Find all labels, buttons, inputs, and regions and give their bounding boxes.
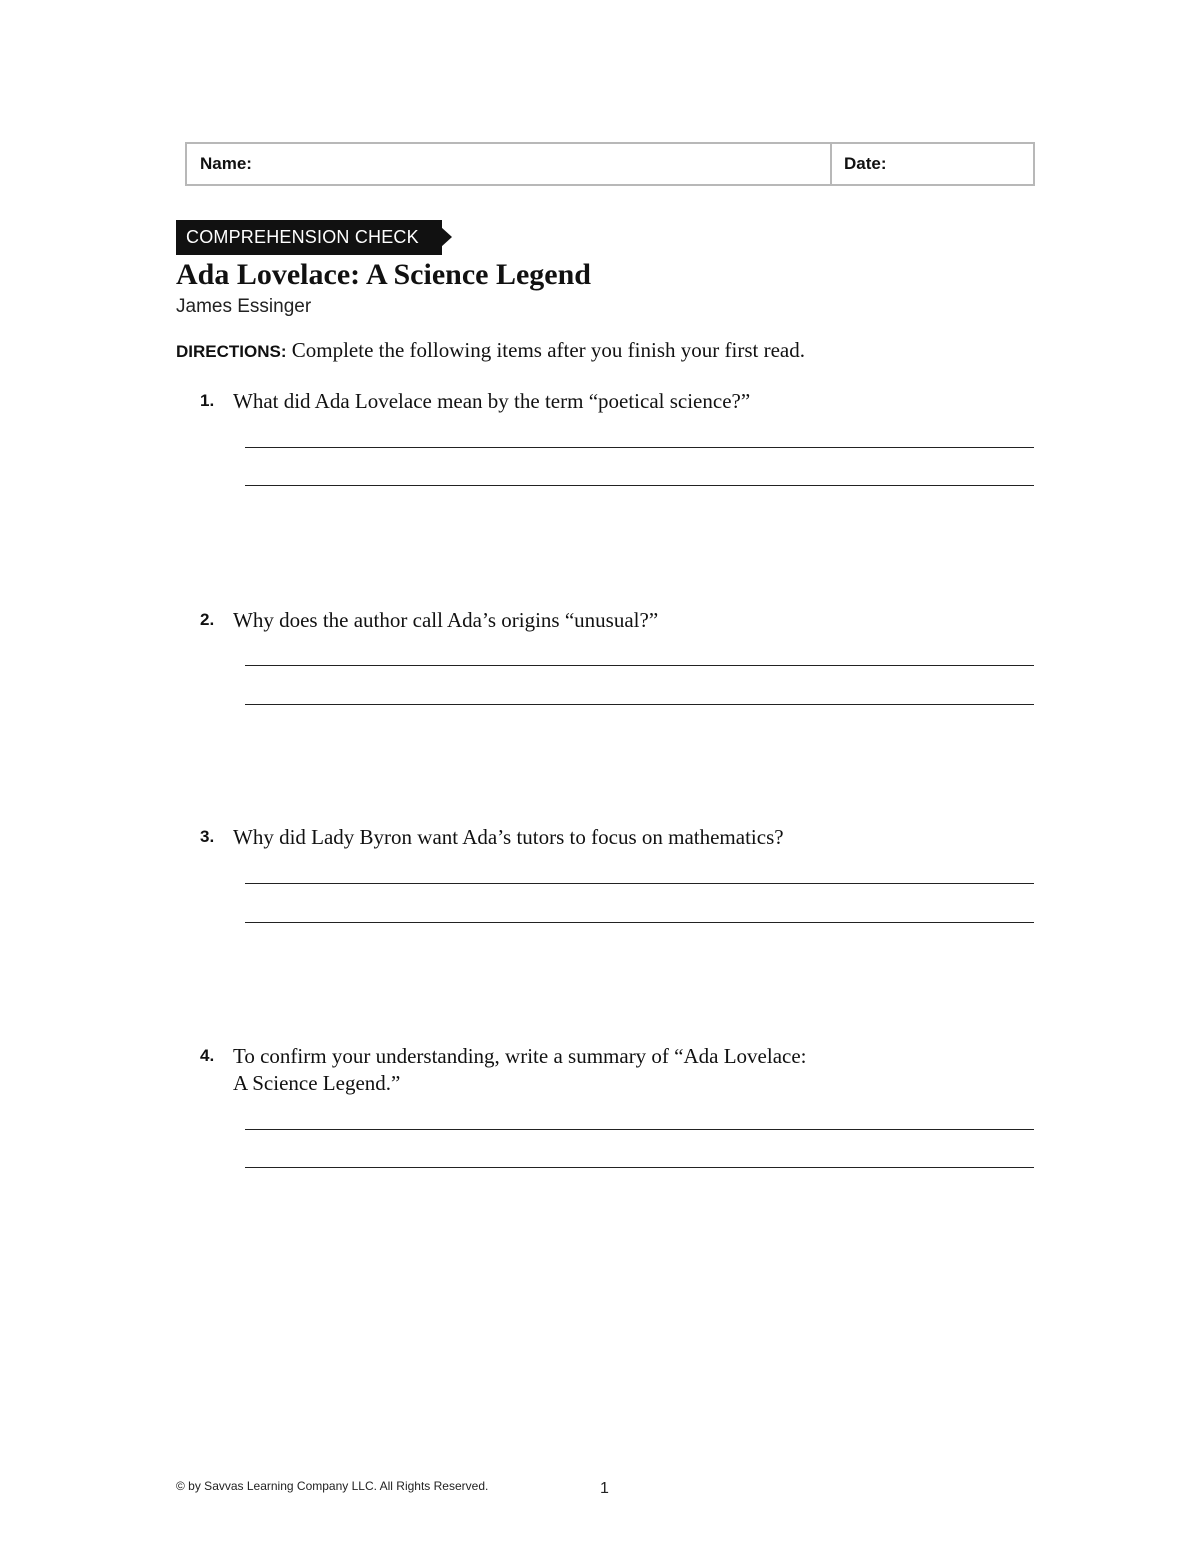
answer-line[interactable]: [245, 922, 1034, 923]
question-text-line-2: A Science Legend.”: [233, 1071, 401, 1095]
question-text: [233, 1043, 1013, 1097]
directions-label: DIRECTIONS:: [176, 342, 287, 361]
comprehension-check-banner: COMPREHENSION CHECK: [176, 220, 442, 255]
page-number: 1: [600, 1480, 609, 1497]
question-number: 3.: [200, 827, 215, 846]
question-number: 1.: [200, 391, 215, 410]
name-label: Name:: [200, 154, 252, 173]
answer-line[interactable]: [245, 485, 1034, 486]
question-text: What did Ada Lovelace mean by the term “poetical science?”: [233, 389, 751, 413]
question-text: Why did Lady Byron want Ada’s tutors to focus on mathematics?: [233, 825, 784, 849]
copyright-notice: © by Savvas Learning Company LLC. All Rights Reserved.: [176, 1479, 489, 1493]
question-text: Why does the author call Ada’s origins “unusual?”: [233, 608, 659, 632]
page-title: Ada Lovelace: A Science Legend: [176, 258, 591, 291]
name-field[interactable]: [187, 144, 832, 184]
name-date-box: [185, 142, 1035, 186]
directions-text: Complete the following items after you finish your first read.: [291, 338, 805, 362]
answer-line[interactable]: [245, 447, 1034, 448]
question-number: 2.: [200, 610, 215, 629]
banner-arrow-icon: [441, 227, 452, 247]
question-text-line-1: To confirm your understanding, write a summary of “Ada Lovelace:: [233, 1044, 807, 1068]
date-label: Date:: [844, 154, 887, 173]
author-name: James Essinger: [176, 296, 312, 317]
question-number: 4.: [200, 1046, 215, 1065]
directions: [176, 338, 805, 363]
answer-line[interactable]: [245, 665, 1034, 666]
date-field[interactable]: [832, 144, 1033, 184]
answer-line[interactable]: [245, 1129, 1034, 1130]
answer-line[interactable]: [245, 704, 1034, 705]
answer-line[interactable]: [245, 883, 1034, 884]
answer-line[interactable]: [245, 1167, 1034, 1168]
